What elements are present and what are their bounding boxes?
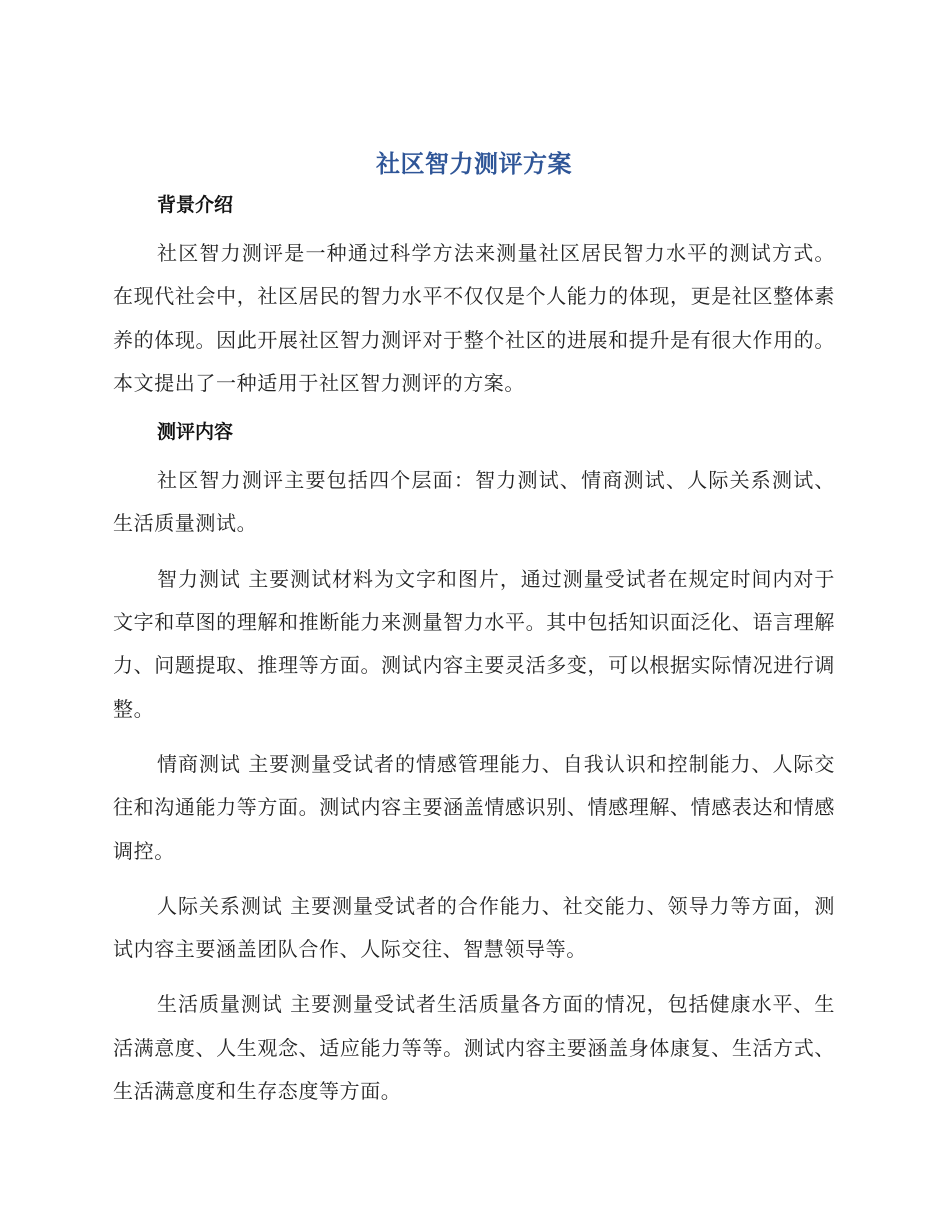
- section-content: [113, 417, 835, 1113]
- section-background: [113, 190, 835, 405]
- section-heading-background: 背景介绍: [157, 194, 234, 216]
- document-page: [113, 146, 835, 1113]
- paragraph-iq-test: 智力测试 主要测试材料为文字和图片，通过测量受试者在规定时间内对于文字和草图的理解和推断能力来测量智力水平。其中包括知识面泛化、语言理解力、问题提取、推理等方面。测试内容主要灵活多变，可以根据实际情况进行调整。: [113, 566, 835, 721]
- paragraph-relationship-test: 人际关系测试 主要测量受试者的合作能力、社交能力、领导力等方面，测试内容主要涵盖团队合作、人际交往、智慧领导等。: [113, 893, 835, 962]
- paragraph-life-quality-test: 生活质量测试 主要测量受试者生活质量各方面的情况，包括健康水平、生活满意度、人生观念、适应能力等等。测试内容主要涵盖身体康复、生活方式、生活满意度和生存态度等方面。: [113, 992, 835, 1104]
- paragraph-eq-test: 情商测试 主要测量受试者的情感管理能力、自我认识和控制能力、人际交往和沟通能力等方面。测试内容主要涵盖情感识别、情感理解、情感表达和情感调控。: [113, 751, 835, 863]
- paragraph-background-intro: 社区智力测评是一种通过科学方法来测量社区居民智力水平的测试方式。在现代社会中，社区居民的智力水平不仅仅是个人能力的体现，更是社区整体素养的体现。因此开展社区智力测评对于整个社区的进展和提升是有很大作用的。本文提出了一种适用于社区智力测评的方案。: [113, 241, 835, 395]
- section-heading-content: 测评内容: [157, 421, 234, 444]
- paragraph-content-overview: 社区智力测评主要包括四个层面：智力测试、情商测试、人际关系测试、生活质量测试。: [113, 468, 835, 536]
- document-title: 社区智力测评方案: [376, 150, 572, 178]
